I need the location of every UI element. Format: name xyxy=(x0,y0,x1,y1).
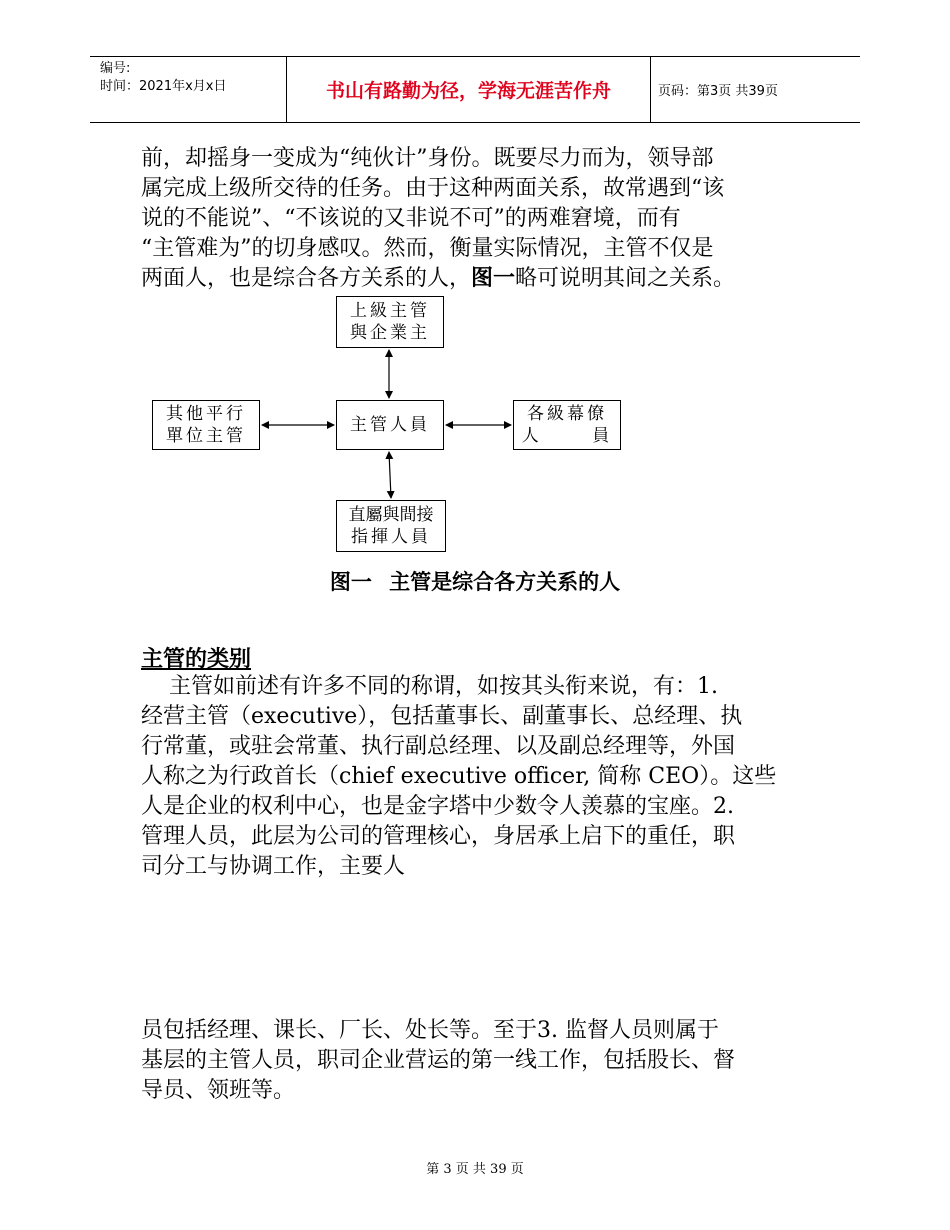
paragraph-line: 基层的主管人员，职司企业营运的第一线工作，包括股长、督 xyxy=(141,1048,736,1073)
box-line: 指揮人員 xyxy=(351,527,431,547)
paragraph-line: 行常董，或驻会常董、执行副总经理、以及副总经理等，外国 xyxy=(141,734,736,759)
paragraph-line: 司分工与协调工作，主要人 xyxy=(141,854,406,879)
box-line: 與企業主 xyxy=(350,323,430,343)
paragraph-line: 人称之为行政首长（chief executive officer, 简称 CEO）。这些 xyxy=(141,764,777,789)
page-header xyxy=(90,56,860,123)
paragraph-line: 员包括经理、课长、厂长、处长等。至于3. 监督人员则属于 xyxy=(141,1018,719,1043)
text-run: 略可说明其间之关系。 xyxy=(515,266,736,291)
box-line: 直屬與間接 xyxy=(348,505,434,525)
figure-caption: 图一 主管是综合各方关系的人 xyxy=(329,570,621,594)
paragraph-line: 主管如前述有许多不同的称谓，如按其头衔来说，有：1. xyxy=(141,674,718,699)
header-page-info: 页码：第3页 共39页 xyxy=(658,84,778,99)
section-heading: 主管的类别 xyxy=(141,647,252,672)
paragraph-line: 经营主管（executive），包括董事长、副董事长、总经理、执 xyxy=(141,704,743,729)
box-staff xyxy=(513,400,621,450)
box-subordinates xyxy=(336,500,446,552)
paragraph-line: 管理人员，此层为公司的管理核心，身居承上启下的重任，职 xyxy=(141,824,736,849)
number-label: 编号: xyxy=(100,61,131,76)
box-line: 其他平行 xyxy=(166,404,246,424)
paragraph-line: 导员、领班等。 xyxy=(141,1078,296,1103)
box-line: 單位主管 xyxy=(166,426,246,446)
paragraph-2 xyxy=(141,672,811,882)
connector-bottom xyxy=(389,452,391,498)
box-line: 主管人員 xyxy=(350,415,430,435)
box-supervisor xyxy=(336,400,444,450)
paragraph-line xyxy=(141,264,811,294)
header-meta xyxy=(90,57,287,122)
text-run: 两面人，也是综合各方关系的人， xyxy=(141,266,472,291)
page-footer: 第 3 页 共 39 页 xyxy=(426,1162,524,1177)
paragraph-1 xyxy=(141,144,811,294)
box-peer-supervisors xyxy=(152,400,260,450)
box-line: 人 員 xyxy=(521,426,613,446)
paragraph-line: 前，却摇身一变成为“纯伙计”身份。既要尽力而为，领导部 xyxy=(141,146,714,171)
box-superior-and-owner xyxy=(336,296,444,348)
paragraph-line: “主管难为”的切身感叹。然而，衡量实际情况，主管不仅是 xyxy=(141,236,714,261)
box-line: 上級主管 xyxy=(350,301,430,321)
paragraph-3 xyxy=(141,1016,811,1106)
header-motto: 书山有路勤为径，学海无涯苦作舟 xyxy=(287,57,651,122)
box-line: 各級幕僚 xyxy=(527,404,607,424)
paragraph-line: 说的不能说”、“不该说的又非说不可”的两难窘境，而有 xyxy=(141,206,681,231)
paragraph-line: 属完成上级所交待的任务。由于这种两面关系，故常遇到“该 xyxy=(141,176,725,201)
figure-reference: 图一 xyxy=(471,266,516,291)
paragraph-line: 人是企业的权利中心，也是金字塔中少数令人羡慕的宝座。2. xyxy=(141,794,734,819)
time-label: 时间：2021年x月x日 xyxy=(100,79,227,94)
